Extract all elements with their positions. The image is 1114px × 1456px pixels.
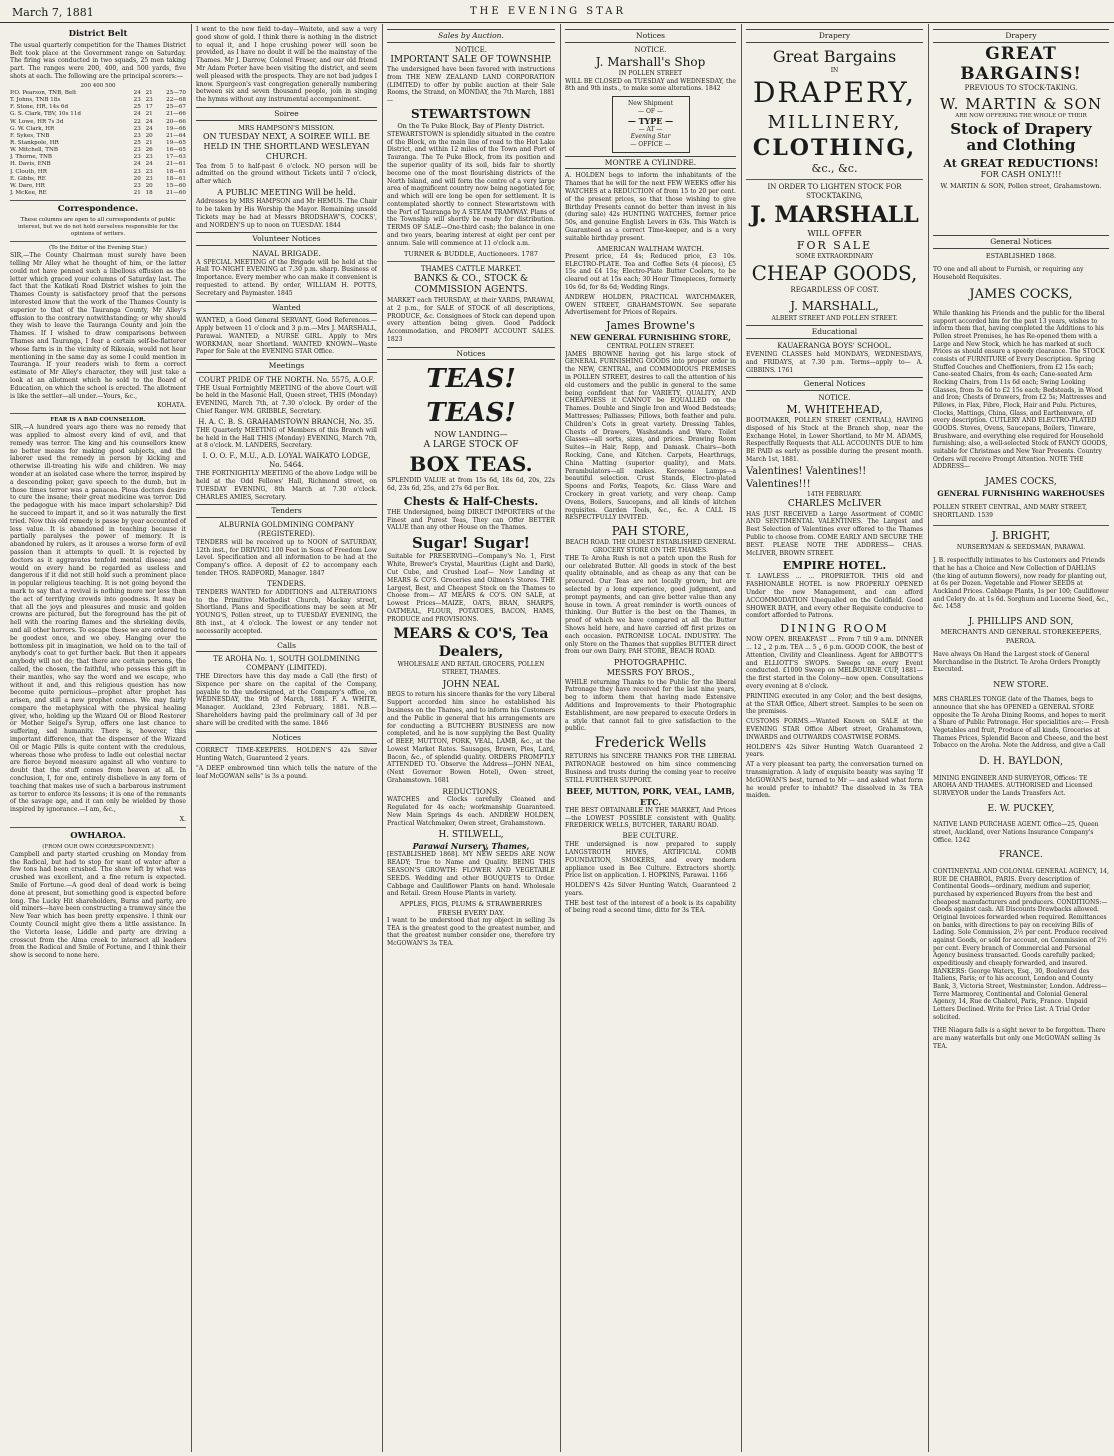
section-heading: OWHAROA. <box>70 830 126 841</box>
score-cell: 19—65 <box>166 139 186 146</box>
ad-text: Present price, £4 4s; Reduced price, £3 10s. ELECTRO-PLATE. Tea and Coffee Sets (4 pieces), £5 15s and £4 15s; Electro-Plate Butter Coolers, to be cleared out at 15s each; 30 Hour Timepieces, formerly 10s 6d, for 8s 6d; Wedding Rings. <box>565 252 736 292</box>
ad-headline: Great Bargains <box>772 46 897 66</box>
divider <box>746 179 923 180</box>
ad-text: THE Directors have this day made a Call (the first) of Sixpence per share on the capital of the Company, payable to the undersigned, at the Company's office, on WEDNESDAY, the 9th of March, 1881. F. A. WHITE, Manager. Auckland, 23rd February, 1881. N.B.—Shareholders having paid the preliminary call of 3d per share will be credited with the same. 1846 <box>196 673 377 727</box>
score-columns: 200 400 500 <box>80 82 116 89</box>
ad-heading: THAMES CATTLE MARKET. <box>420 264 522 273</box>
ad-heading: NEW GENERAL FURNISHING STORE, <box>570 333 731 343</box>
score-cell: 16—65 <box>166 147 186 154</box>
column-6-notices <box>933 232 1109 1450</box>
divider <box>10 241 186 242</box>
ad-heading: JOHN NEAL <box>442 679 500 690</box>
column-4 <box>565 26 736 1451</box>
ad-subheading: WHOLESALE AND RETAIL GROCERS, POLLEN STREET, THAMES. <box>397 661 545 677</box>
section-heading: Drapery <box>746 29 923 43</box>
score-cell: 23 <box>133 97 141 104</box>
ad-heading: PHOTOGRAPHIC. <box>614 658 687 668</box>
ad-text: THE Niagara falls is a sight never to be forgotten. There are many waterfalls but only one McGOWAN selling 3s TEA. <box>933 1027 1106 1050</box>
ad-headline: Sugar! Sugar! <box>411 534 531 553</box>
ad-subheading: ARE NOW OFFERING THE WHOLE OF THEIR <box>955 113 1087 119</box>
column-rule <box>382 24 383 1452</box>
ad-text: EVENING CLASSES held MONDAYS, WEDNESDAYS, and FRIDAYS, at 7.30 p.m. Terms—apply to— A. GIBBINS. 1761 <box>746 351 923 374</box>
ad-subheading: 14TH FEBRUARY. <box>807 491 862 499</box>
score-cell: 24 <box>145 118 153 125</box>
score-cell: 21 <box>145 139 153 146</box>
score-cell: 23 <box>133 168 141 175</box>
shooter-name: W. Lowe, HR 7s 3d <box>10 118 64 125</box>
score-cell: 22—68 <box>166 97 186 104</box>
ad-text: [ESTABLISHED 1868]. MY NEW SEEDS ARE NOW READY; True to Name and Quality. BEING THIS SEASON'S GROWTH: FLOWER AND VEGETABLE SEEDS. Wedding and other BOUQUETS to Order. Cabbage and Cauliflower Plants on hand. Wholesale and Retail. Green House Plants in variety. <box>387 851 555 898</box>
ad-heading: FRANCE. <box>999 850 1043 861</box>
column-rule <box>191 24 192 1452</box>
ad-text: Suitable for PRESERVING—Company's No. 1, First White, Brewer's Crystal, Mauritius (Light and Dark), Cut Cube, and Crushed Loaf— Now Landing at MEARS & CO'S. Groceries and Oilmen's Stores. THE Largest, Best, and Cheapest Stock on the Thames to Choose from— AT MEARS & CO'S. ON SALE, at Lowest Prices—MAIZE, OATS, BRAN, SHARPS, OATMEAL, FLOUR, POTATOES, BACON, HAMS, PRODUCE and PROVISIONS. <box>387 553 555 623</box>
score-cell: 18 <box>145 190 153 197</box>
ad-heading: FOR CASH ONLY!!! <box>980 169 1062 179</box>
score-cell: 20 <box>145 132 153 139</box>
score-cell: 21—60 <box>166 190 186 197</box>
ad-text: Tea from 5 to half-past 6 o'clock. NO person will be admitted on the ground without Tickets until 7 o'clock, after which <box>196 162 377 186</box>
score-cell: 23 <box>133 132 141 139</box>
ad-signature: TURNER & BUDDLE, Auctioneers. 1787 <box>404 249 538 258</box>
ad-heading: H. A. C. B. S. GRAHAMSTOWN BRANCH, No. 35. <box>198 417 375 426</box>
ad-heading: I. O. O. F., M.U., A.D. LOYAL WAIKATO LODGE, No. 5464. <box>202 452 371 470</box>
ad-text: TENDERS will be received up to NOON of SATURDAY, 12th inst., for DRIVING 100 Feet in Sons of Freedom Low Level. Specification and all information to be had at the Company's office. A deposit of £2 to accompany each tender. THOS. RADFORD, Manager. 1847 <box>196 538 377 577</box>
score-row <box>10 169 186 176</box>
ad-subheading: IN <box>830 67 839 75</box>
ad-headline: J. MARSHALL <box>750 201 919 228</box>
score-cell: 25 <box>133 104 141 111</box>
ad-headline: W. MARTIN & SON <box>939 95 1103 113</box>
letter-salutation: (To the Editor of the Evening Star.) <box>49 245 147 252</box>
ad-text: THE Usual Fortnightly MEETING of the above Court will be held in the Masonic Hall, Queen street, THIS (Monday) EVENING, March 7th, at 7.30 o'clock. By order of the Chief Ranger. WM. GRIBBLE, Secretary. <box>196 384 377 416</box>
ad-text: PRINTING executed in any Color, and the best designs, at the STAR Office, Albert street. Samples to be seen on the premises. <box>746 692 923 716</box>
score-cell: 21 <box>145 111 153 118</box>
ad-text: THE undersigned is now prepared to supply LANGSTROTH HIVES, ARTIFICIAL COMB FOUNDATION, SMOKERS, and every modern appliance used in Bee Culture. Extractors shortly. Price list on application. I. HOPKINS, Parawai. 1166 <box>565 841 736 880</box>
ad-text: WANTED, a Good General SERVANT, Good References.—Apply between 11 o'clock and 3 p.m.—Mrs J. MARSHALL, Parawai. WANTED, a NURSE GIRL. Apply to Mrs WORKMAN, near Shortland. WANTED KNOWN—Waste Paper for Sale at the EVENING STAR Office. <box>196 317 377 356</box>
score-row <box>10 154 186 161</box>
ad-text: MRS CHARLES TONGE (late of the Thames, begs to announce that she has OPENED a GENERAL STORE opposite the Te Aroha Dining Rooms, and hopes to merit a Share of Public Patronage. Her specialities are:— Fresh Vegetables and fruit, Produce of all kinds, Groceries at Thames Prices, Splendid Bacon and Cheese, and the best Tobacco on the Aroha. Note the Address, and give a Call <box>933 696 1109 750</box>
shooter-name: E. Gibbs, RE <box>10 175 46 182</box>
score-table <box>10 90 186 197</box>
ad-text: J. B. respectfully intimates to his Customers and Friends that he has a Choice and New Collection of DAHLIAS (the king of autumn flowers), now ready for planting out, at 6s per Dozen. Vegetable and Flower SEEDS at Auckland Prices. Cabbage Plants, 1s per 100; Cauliflower and Celery do. at 1s 6d. Sorghum and Lucerne Seed, &c., &c. 1458 <box>933 557 1109 611</box>
ad-text: NOW OPEN. BREAKFAST ... From 7 till 9 a.m. DINNER ... 12 „ 2 p.m. TEA ... 5 „ 6 p.m. GOOD COOK, the best of Attention, Civility and Cleanliness. Agent for ABBOTT'S and ELLIOTT'S SWOPS. Sweeps on every Event conducted. £1000 Sweep on MELBOURNE CUP, 1881—the first started in the Colony—now open. Consultations every evening at 8 o'clock. <box>746 636 923 691</box>
ad-heading: STEWARTSTOWN <box>411 107 531 122</box>
ad-headline: TEAS! <box>426 364 516 395</box>
ad-text: A. HOLDEN begs to inform the inhabitants of the Thames that he will for the next FEW WEEKS offer his WATCHES at a REDUCTION of from 15 to 20 per cent. of the present prices, so that those wishing to give Birthday Presents cannot do better than invest in his (during sale) 42s HUNTING WATCHES, former price 50s, and genuine English Levers in 63s. This Watch is Guaranteed as a correct Time-keeper, and is a very suitable birthday present. <box>565 172 736 242</box>
ad-text: BOOTMAKER, POLLEN STREET (CENTRAL), HAVING disposed of his Stock at the Branch shop, near the Exchange Hotel, in Lower Shortland, to Mr M. ADAMS, Respectfully Requests that ALL ACCOUNTS DUE to him BE PAID as early as possible during the present month. March 1st, 1881. <box>746 417 923 463</box>
section-heading: Soiree <box>196 107 377 121</box>
ad-heading: IMPORTANT SALE OF TOWNSHIP. <box>390 54 552 65</box>
score-cell: 24 <box>133 111 141 118</box>
column-5 <box>746 26 923 1451</box>
section-heading: Drapery <box>933 29 1109 43</box>
ad-text: THE FORTNIGHTLY MEETING of the above Lodge will be held at the Odd Fellows' Hall, Richmond street, on TUESDAY EVENING, 8th March at 7.30 o'clock. CHARLES AMIES, Secretary. <box>196 470 377 501</box>
shooter-name: G. W. Clark, HR <box>10 125 55 132</box>
column-3 <box>387 26 555 1451</box>
ad-text: THE BEST OBTAINABLE IN THE MARKET, And Prices—the LOWEST POSSIBLE consistent with Quality. FREDERICK WELLS, BUTCHER, TARARU ROAD. <box>565 806 736 830</box>
stamp-line: — OF — <box>638 107 663 115</box>
letter-text: SIR,—A hundred years ago there was no remedy that was applied to almost every kind of evil, and that remedy was terror. The king and his counsellors knew no better means for making good subjects, and the laborer used the remedy in person by kicking and otherwise ill-treating his wife and children. We may wonder at an isolated case where the terror, inspired by a descending poker, gave speech to the dumb, but in those times terror was a panacea. Pious doctors desire to cure the insane; their great medicine was terror. Did the pedagogue with his mace impart scholarship? Did he succeed to impart it, and so it was naturally the first tried. Now this old remedy is passe by year accounted of less value. It is abandoned in teaching because it partially paralyses the power of memory. It is abandoned by rulers, as it arouses a worse form of evil passion than it attempts to quell. It is rejected by doctors as it aggravates tenfold mental disease; and would on every hand be regarded as useless and dangerous if it did not still hold such a prominent place in popular religious teaching. It is not going beyond the mark to say that a revival is nothing more nor less than the act of terrifying crowds into goodness. It may be that all the joys and pleasures and music and golden crowns are pictured, but the foreground has the pit of hell with the roaring flames and the shrieking devils, and all other horrors. To escape these we are ordered to be goodest once, and we obey. Hanging over the bottomless pit in imagination, we hold on to the tail of anybody's coat to get further back. But then it appears anybody will not do; that there are certain persons, the called, the chosen, the faithful, who possess this gift in their mantles, who say the word and we escape, who without it and, and this religious question has now become quite pernicious—prophet after prophet has arisen, and still a new prophet comes. We may fairly compare the metaphysical with the physical healing giver, who, holding up the Wizard Oil or Blood Restorer or Mother Seigel's Syrup, offers one last chance to suffering, sad humanity. There is, however, this important difference, that the dispenser of the Wizard Oil or Magic Pills is quite content with the credulous, whereas those who profess to ladle out celestial nectar are fierce beyond measure against all who venture to doubt that the stuff comes from heaven at all. In conclusion, I, for one, entirely disbelieve in any form of teaching that makes use of such a barbarous instrument as terror to enforce its lessons; it is one of the remnants of the savage age, and it can only be wielded by those inspired by ignorance.—I am, &c., <box>10 424 186 814</box>
ad-heading: H. STILWELL, <box>438 829 504 840</box>
ad-subheading: IN POLLEN STREET <box>618 69 683 77</box>
ad-subheading: BEACH ROAD. THE OLDEST ESTABLISHED GENERAL GROCERY STORE ON THE THAMES. <box>565 539 736 555</box>
ad-heading: BEE CULTURE. <box>622 832 679 841</box>
editorial-note: These columns are open to all correspondents of public interest, but we do not hold ourselves responsible for the opinions of writers. <box>17 217 179 238</box>
ad-text: "A DEEP embrowned tinn which tells the nature of the leaf McGOWAN sells" is 3s a pound. <box>196 764 377 780</box>
score-row <box>10 97 186 104</box>
shooter-name: W. Dare, HR <box>10 182 45 189</box>
shooter-name: P.O. Pearson, TNB, Belt <box>10 89 77 96</box>
section-heading: Meetings <box>196 359 377 373</box>
section-heading: Calls <box>196 639 377 653</box>
ad-heading: A PUBLIC MEETING Will be held. <box>217 187 356 197</box>
ad-headline: J. Marshall's Shop <box>595 54 706 69</box>
score-row <box>10 190 186 197</box>
ad-text: NATIVE LAND PURCHASE AGENT. Office—25, Queen street, Auckland, over Nations Insurance Company's Office. 1242 <box>933 821 1099 844</box>
article-text: Campbell and party started crushing on Monday from the Radical, but had to stop for want of water after a few tons had been crushed. The show left by what was crushed was excellent, and a fine return is expected. Smile of Fortune.—A good deal of dead work is being done at present, but something good is expected before long. The Lucky Hit shareholders, Burns and party, are old miners—have been constructing a tramway since the New Year which has been pretty expensive. I think our County Council might give them a little assistance. In the Victoria lease, Liddle and party are driving a crosscut from the Alma creek to intersect all leaders from the Radical and Smile of Fortune, and I think their show is second to none here. <box>10 850 186 960</box>
score-row <box>10 119 186 126</box>
ad-headline: MILLINERY, <box>767 111 902 133</box>
ad-heading: KAUAERANGA BOYS' SCHOOL. <box>777 342 892 351</box>
score-cell: 23 <box>145 154 153 161</box>
ad-text: AT a very pleasant tea party, the conversation turned on transmigration. A lady of exquisite beauty was saying 'If McGOWAN'S best, turned to Mr — and asked what form he would prefer to inhabit? The dissolved in 3s TEA maiden. <box>746 761 923 800</box>
shooter-name: W. Mitchell, TNB <box>10 147 59 154</box>
ad-text: ANDREW HOLDEN, PRACTICAL WATCHMAKER, OWEN STREET, GRAHAMSTOWN. See separate Advertisement for Prices of Repairs. <box>565 293 736 317</box>
section-heading: Educational <box>746 325 923 339</box>
ad-headline: Frederick Wells <box>594 735 707 752</box>
ad-text: POLLEN STREET CENTRAL, AND MARY STREET, SHORTLAND. 1539 <box>933 504 1088 519</box>
column-1 <box>10 26 186 1451</box>
score-cell: 23 <box>133 154 141 161</box>
ad-headline: TEAS! <box>426 397 516 428</box>
score-cell: 21—66 <box>166 111 186 118</box>
score-cell: 21—64 <box>166 132 186 139</box>
score-cell: 25 <box>133 139 141 146</box>
shooter-name: F. Sykes, TNB <box>10 132 50 139</box>
ad-headline: PAH STORE, <box>611 524 690 539</box>
score-cell: 19—66 <box>166 125 186 132</box>
shooter-name: F. Stone, HR, 14s 6d <box>10 104 69 111</box>
ad-heading: NOTICE. <box>455 45 487 54</box>
score-row <box>10 183 186 190</box>
ad-text: Addresses by MRS HAMPSON and Mr HEMUS. The Chair to be taken by His Worship the Mayor. Remaining unsold Tickets may be had at Messrs BRODSHAW'S, COCKS', and NORDEN'S up to noon on TUESDAY. 1844 <box>196 198 377 229</box>
ad-heading: Parawai Nursery, Thames, <box>412 841 530 852</box>
ad-text: MINING ENGINEER AND SURVEYOR, Offices: TE AROHA AND THAMES. AUTHORISED and Licensed SURVEYOR under the Lands Transfers Act. <box>933 774 1093 798</box>
ad-text: WHILE returning Thanks to the Public for the liberal Patronage they have received for the last nine years, beg to inform them that having made Extensive Additions and Improvements to their Photographic Establishment, are now prepared to execute Orders in a style that cannot fail to give satisfaction to the public. <box>565 678 736 733</box>
shooter-name: H. Davis, ENB <box>10 161 51 168</box>
ad-heading: NOTICE. <box>818 393 851 402</box>
letter-heading: FEAR IS A BAD COUNSELLOR. <box>50 417 146 424</box>
score-cell: 25—67 <box>166 104 186 111</box>
score-cell: 24 <box>145 161 153 168</box>
score-cell: 21—61 <box>166 161 186 168</box>
ad-text: CONTINENTAL AND COLONIAL GENERAL AGENCY, 14, RUE DE CHABROL, PARIS. Every description of Continental Goods—ordinary, medium and superior, purchased by experienced Buyers from the best and cheapest manufacturers and producers. CONDITIONS:—Goods against cash. All Discounts Drawbacks allowed. Original Invoices forwarded when required. Remittances on banks, with directions to pay on receiving Bills of Lading. Sole Commission, 2½ per cent. Produce received against Goods, or sold for account, on Commission of 2½ per cent. Every branch of Commercial and Personal Agency business transacted. Goods carefully packed; expeditiously and cheaply forwarded, and insured. BANKERS: George Waters, Esq., 30, Boulevard des Italiens, Paris; or to his account, London and County Bank, 3, Victoria Street, Westminster, London. Address—Terre Marmorey, Continental and Colonial General Agency, 14, Rue de Chabrol, Paris, France. Unpaid Letters Declined. Write for Price List. A Trial Order solicited. <box>933 867 1109 1021</box>
ad-heading: NOW LANDING— <box>434 429 508 439</box>
ad-text: THE Quarterly MEETING of Members of this Branch will be held in the Hall THIS (Monday) EVENING, March 7th, at 8 o'clock. M. LANDERS, Secretary. <box>196 426 377 450</box>
column-rule <box>560 24 561 1452</box>
ad-heading: REDUCTIONS. <box>442 786 500 796</box>
section-heading: Notices <box>196 731 377 745</box>
ad-headline: James Browne's <box>606 319 695 333</box>
score-cell: 18—61 <box>166 175 186 182</box>
ad-subheading: APPLES, FIGS, PLUMS & STRAWBERRIES FRESH EVERY DAY. <box>399 900 543 917</box>
ad-subheading: PREVIOUS TO STOCK-TAKING. <box>964 84 1078 92</box>
issue-date: March 7, 1881 <box>12 6 94 19</box>
column-rule <box>741 24 742 1452</box>
score-row <box>10 176 186 183</box>
ad-heading: BEEF, MUTTON, PORK, VEAL, LAMB, ETC. <box>566 786 735 807</box>
score-cell: 17 <box>145 104 153 111</box>
score-row <box>10 140 186 147</box>
score-row <box>10 90 186 97</box>
section-heading: Wanted <box>196 301 377 315</box>
score-cell: 17—63 <box>166 154 186 161</box>
masthead <box>0 0 1114 23</box>
section-heading: General Notices <box>933 235 1109 249</box>
section-heading: Sales by Auction. <box>387 29 555 43</box>
score-row <box>10 147 186 154</box>
score-cell: 23 <box>133 147 141 154</box>
section-heading: Notices <box>387 347 555 361</box>
article-text: The usual quarterly competition for the Thames District Belt took place at the Government range on Saturday. The firing was conducted in two squads, 25 men taking part. The ranges were 200, 400, and 500 yards, five shots at each. The following are the principal scorers:— <box>10 41 186 81</box>
section-heading: Tenders <box>196 504 377 518</box>
letter-signature: X. <box>179 816 186 824</box>
ad-text: CORRECT TIME-KEEPERS. HOLDEN'S 42s Silver Hunting Watch, Guaranteed 2 years. <box>196 747 377 762</box>
ad-text: SPLENDID VALUE at from 15s 6d, 18s 6d, 20s, 22s 6d, 23s 6d, 25s, and 27s 6d per Box. <box>387 477 555 493</box>
score-cell: 24 <box>145 125 153 132</box>
score-cell: 25—70 <box>166 89 186 96</box>
ad-subheading: ESTABLISHED 1868. <box>985 251 1057 260</box>
ad-heading: E. W. PUCKEY, <box>987 803 1055 814</box>
score-cell: 24 <box>133 89 141 96</box>
ad-text: TO one and all about to Furnish, or requiring any Household Requisites. <box>933 265 1084 281</box>
score-row <box>10 133 186 140</box>
shooter-name: J. McKee, RE <box>10 190 47 197</box>
ad-text: HAS JUST RECEIVED a Large Assortment of COMIC AND SENTIMENTAL VALENTINES. The Largest and Best Selection of Valentines ever offered to the Thames Public to choose from. COME EARLY AND SECURE THE BEST. PLEASE NOTE THE ADDRESS— CHAS. McLIVER, BROWN STREET. <box>746 510 923 557</box>
letter-signature: KOHATA. <box>157 402 186 410</box>
section-heading: Notices <box>565 29 736 43</box>
ad-subheading: AMERICAN WALTHAM WATCH. <box>597 244 704 253</box>
ad-text: The undersigned have been favored with instructions from THE NEW ZEALAND LAND CORPORATION (LIMITED) to offer by public auction at their Sale Rooms, the Strand, on MONDAY, the 7th March, 1881— <box>387 66 555 105</box>
ad-subheading: IN ORDER TO LIGHTEN STOCK FOR STOCKTAKING, <box>767 182 902 200</box>
score-row <box>10 126 186 133</box>
score-row <box>10 161 186 168</box>
ad-heading: BANKS & CO., STOCK & COMMISSION AGENTS. <box>414 273 528 296</box>
divider <box>933 525 1109 526</box>
shooter-name: R. Stankpole, HR <box>10 139 59 146</box>
ad-headline: EMPIRE HOTEL. <box>782 559 887 573</box>
score-row <box>10 111 186 118</box>
score-cell: 20—66 <box>166 118 186 125</box>
score-cell: 20 <box>133 175 141 182</box>
newspaper-title: THE EVENING STAR <box>470 6 627 17</box>
score-cell: 26 <box>145 147 153 154</box>
ad-heading: At GREAT REDUCTIONS! <box>943 156 1099 170</box>
ad-text: JAMES BROWNE having got his large stock of GENERAL FURNISHING GOODS into proper order in the NEW, CENTRAL, and COMMODIOUS PREMISES in POLLEN STREET, desires to call the attention of his old customers and the public in general to the same being confident that for VARIETY, QUALITY, AND CHEAPNESS it CANNOT be EQUALLED on the Thames. Double and Single Iron and Wood Bedsteads; Mattresses; Palliasses; Pillows, both feather and pulu. Children's Cots in great variety. Dressing Tables, Chests of Drawers, Washstands and Ware. Toilet Glasses—all sorts, sizes, and prices. Drawing Room Suites—in Hair, Repp, and Damask. Chairs—both Rocking, Cane, and Kitchen. Carpets, Hearthrugs, China Matting (superior quality), and Mats. Perambulators—all makes. Kerosene Lamps—a beautiful selection. Crust Stands, Electro-plated Spoons and Forks, Teapots, &c. Glass Ware and Crockery in great variety, and very cheap. Camp Ovens, Boilers, Saucepans, and all kinds of kitchen requisites. Garden Tools, &c., &c. A CALL IS RESPECTFULLY INVITED. <box>565 350 736 522</box>
ad-text: THE Te Aroha Rush is not a patch upon the Rush for our celebrated Butter. All goods in stock of the best quality obtainable, and as cheap as any that can be procured. Our Teas are not locally grown, but are selected by a long experience, good judgment, and prompt payments, and can give better value than any house in town. A great reminder is worth ounces of thinking. Our Butter is the best on the Thames, in proof of which we have compared at all the Butter Shows held here, and have carried off first prizes on each occasion. PATRONISE LOCAL INDUSTRY. The only Store on the Thames that supplies BUTTER direct from our own Dairy. PAH STORE, BEACH ROAD. <box>565 554 736 656</box>
ad-heading: COURT PRIDE OF THE NORTH. No. 5575, A.O.F. <box>198 375 375 384</box>
score-cell: 20 <box>145 182 153 189</box>
stamp-line: New Shipment <box>627 100 674 108</box>
ad-headline: BOX TEAS. <box>409 451 533 476</box>
divider <box>10 827 186 828</box>
stamp-line: — OFFICE — <box>630 141 671 149</box>
ad-title: MRS HAMPSON'S MISSION. <box>238 123 335 132</box>
stamp-line: Evening Star <box>630 133 671 141</box>
score-cell: 22 <box>133 118 141 125</box>
ad-text: I want to be understood that my object in selling 3s TEA is the greatest good to the greatest number, and that the greatest number consider one, therefore try McGOWAN'S 3s TEA. <box>387 916 555 948</box>
ad-text: MARKET each THURSDAY, at their YARDS, PARAWAI, at 2 p.m., for SALE of STOCK of all descriptions, PRODUCE, &c. Consignees of Stock can depend upon every attention being given. Good Paddock Accommodation, and PROMPT ACCOUNT SALES. 1823 <box>387 296 555 343</box>
ad-text: WATCHES and Clocks carefully Cleaned and Regulated for 4s each; workmanship Guaranteed. New Main Springs 4s each. ANDREW HOLDEN, Practical Watchmaker, Owen street, Grahamstown. <box>387 796 555 827</box>
ad-headline: GREAT BARGAINS! <box>960 44 1082 84</box>
ad-text: THE best test of the interest of a book is its capability of being read a second time, ditto for 3s TEA. <box>565 899 736 915</box>
divider <box>10 200 186 201</box>
ad-heading: NAVAL BRIGADE. <box>252 248 321 258</box>
ad-heading: MESSRS FOY BROS., <box>606 668 695 678</box>
ad-headline: CHEAP GOODS, <box>751 260 918 285</box>
score-cell: 18—61 <box>166 168 186 175</box>
ad-text: While thanking his Friends and the public for the liberal support accorded him for the past 13 years, wishes to inform them that, having completed the Additions to his Pollen street Premises, he has Re-opened them with a Large and New Stock, which he has marked at such Prices as should ensure a speedy clearance. The STOCK consists of FURNITURE of Every Description. Spring Stuffed Couches and Cheffioniers, from £2 15s each; Cane-seated Chairs, from 4s each; Cane-seated Arm Rocking Chairs, from 11s 6d each; Swing Looking Glasses, from 3s 6d to £2 15s each; Bedsteads, in Wood and Iron; Chests of Drawers, from £2 5s; Mattresses and Pillows, in Flax, Fibre, Flock, Hair and Pulu. Pictures, Clocks, Mattings, China, Glass, and Earthenware, of every description. CUTLERY AND ELECTRO-PLATED GOODS. Stoves, Ovens, Saucepans, Boilers, Tinware, Brushware, and everything else required for Household furnishing; also, a well-selected Stock of FANCY GOODS, suitable for Christmas and New Year Presents. Country Orders will receive Prompt Attention. NOTE THE ADDRESS— <box>933 309 1108 471</box>
ad-heading: J. MARSHALL, <box>790 299 879 314</box>
ad-heading: JAMES COCKS, <box>985 476 1057 487</box>
stamp-line: — AT — <box>638 125 663 133</box>
score-row <box>10 104 186 111</box>
section-heading: District Belt <box>68 29 128 39</box>
ad-heading: A LARGE STOCK OF <box>423 440 519 451</box>
ad-headline: M. WHITEHEAD, <box>786 402 883 416</box>
ad-headline: DRAPERY, <box>752 75 917 109</box>
ad-text: WILL BE CLOSED on TUESDAY and WEDNESDAY, the 8th and 9th insts., to make some alterations. 1842 <box>565 77 736 93</box>
ad-heading: NOTICE. <box>634 45 667 54</box>
ad-headline: Valentines! Valentines!! Valentines!!! <box>746 465 867 490</box>
ad-heading: ALBURNIA GOLDMINING COMPANY (REGISTERED). <box>219 520 354 538</box>
ad-subheading: &c., &c. <box>811 161 858 175</box>
score-cell: 23 <box>145 175 153 182</box>
ad-heading: NEW STORE. <box>993 680 1049 690</box>
section-heading: General Notices <box>746 377 923 391</box>
ad-heading: Chests & Half-Chests. <box>403 494 539 508</box>
ad-heading: GENERAL FURNISHING WAREHOUSES <box>937 488 1105 498</box>
divider <box>10 413 186 414</box>
ad-headline: MEARS & CO'S, Tea Dealers, <box>393 625 549 660</box>
ad-subheading: REGARDLESS OF COST. <box>790 286 879 295</box>
ad-heading: J. PHILLIPS AND SON, <box>968 616 1074 627</box>
ad-headline: CLOTHING, <box>752 134 917 161</box>
ad-heading: D. H. BAYLDON, <box>978 755 1063 767</box>
ad-subheading: CENTRAL POLLEN STREET. <box>606 342 695 350</box>
column-rule <box>928 24 929 1452</box>
ad-heading: FOR SALE <box>796 239 873 253</box>
shooter-name: T. Johns, TNB 18s <box>10 97 61 104</box>
score-cell: 23 <box>133 125 141 132</box>
ad-text: A SPECIAL MEETING of the Brigade will be held at the Hall TO-NIGHT EVENING at 7.30 p.m. sharp. Business of Importance. Every member who can make it convenient is requested to attend. By order, WILLIAM H. POTTS, Secretary and Paymaster. 1845 <box>196 258 377 297</box>
ad-text: RETURNS his SINCERE THANKS FOR THE LIBERAL PATRONAGE bestowed on him since commencing Business and trusts during the coming year to receive STILL FURTHER SUPPORT. <box>565 753 736 784</box>
ad-text: STEWARTSTOWN is splendidly situated in the centre of the Block, on the main line of road to the Hot Lake District, and within 12 miles of the Town and Port of Tauranga. The Te Puke Block, from its position and the superior quality of its soil, bids fair to shortly become one of the most flourishing districts of the North Island, and will form the centre of a very large area of magnificent country now being negotiated for, and which will ere long be open for settlement. It is contemplated shortly to connect Stewartstown with the Port of Tauranga by A STEAM TRAMWAY. Plans of the Township will shortly be ready for distribution. TERMS OF SALE—One-third cash; the balance in one and two years, bearing interest at eight per cent per annum. Sale will commence at 11 o'clock a.m. <box>387 130 555 247</box>
ad-headline: J. BRIGHT, <box>991 529 1051 543</box>
type-stamp <box>612 96 690 153</box>
score-cell: 21 <box>133 190 141 197</box>
score-cell: 15—60 <box>166 182 186 189</box>
score-cell: 24 <box>133 161 141 168</box>
ad-text: HOLDEN'S 42s Silver Hunting Watch, Guaranteed 2 years. <box>565 882 736 897</box>
column-2 <box>196 26 377 1451</box>
section-heading: Correspondence. <box>57 204 139 215</box>
ad-subheading: ALBERT STREET AND POLLEN STREET. <box>771 314 898 322</box>
section-heading: Volunteer Notices <box>196 232 377 246</box>
ad-subheading: SOME EXTRAORDINARY <box>795 253 874 261</box>
ad-text: HOLDEN'S 42s Silver Hunting Watch Guaranteed 2 years. <box>746 743 923 759</box>
article-text: I went to the new field to-day—Waitete, and saw a very good show of gold. I think there is nothing in the district to equal it, and I hope crushing power will soon be provided, as I have no doubt it will be the mainstay of the Thames. Mr J. Darrow, Colonel Fraser, and our old friend Mr Adam Porter have been visiting the district, and seem well pleased with the prospects. They are not bad judges I know. Spurgeon's vast congregation generally numbering between six and seven thousand people, join in singing the hymns without any instrumental accompaniment. <box>196 26 377 104</box>
divider <box>387 261 555 262</box>
ad-text: THE Undersigned, being DIRECT IMPORTERS of the Finest and Purest Teas, They can Offer BETTER VALUE than any other House on the Thames. <box>387 508 555 532</box>
ad-text: CUSTOMS FORMS.—Wanted Known on SALE at the EVENING STAR Office Albert street, Grahamstown, INWARDS and OUTWARDS COASTWISE FORMS. <box>746 718 923 741</box>
ad-text: BEGS to return his sincere thanks for the very Liberal Support accorded him since he established his business on the Thames, and to inform his Customers and the Public in general that his arrangements are for conducting a BUTCHERY BUSINESS are now completed, and he is now supplying the Best Quality of BEEF, MUTTON, PORK, VEAL, LAMB, &c., at the Lowest Market Rates. Sausages, Brawn, Pies, Lard, Bacon, &c., of splendid quality. ORDERS PROMPTLY ATTENDED TO. Observe the Address—JOHN NEAL, (Next Governor Bowen Hotel), Owen street, Grahamstown. 1681 <box>387 691 555 785</box>
ad-headline: Stock of Drapery and Clothing <box>950 120 1092 154</box>
ad-subheading: On the Te Puke Block, Bay of Plenty District. <box>397 122 545 131</box>
ad-headline: JAMES COCKS, <box>969 287 1073 303</box>
stamp-line: — TYPE — <box>627 115 674 126</box>
shooter-name: G. S. Clark, TBV, 10s 11d <box>10 111 81 118</box>
letter-text: SIR,—The County Chairman must surely have been telling Mr Alley what he thought of him, or the latter could not have penned such a libellous effusion as the letter which graced your columns of Saturday last. The fact that the Katikati Road District wishes to join the Thames County is satisfactory proof that the persons interested know that the work of the Thames County is superior to that of the Tauranga County, Mr Alley's effusion to the contrary notwithstanding; or why should they wish to leave the Tauranga County and join the Thames. If I wished to draw comparisons between Thames and Tauranga, I fear a certain self-be-flatterer whose farm is in the vicinity of Rikoaia, would not hear mentioning in the same day as some I could mention in Tauranga. If your readers wish to form a correct estimate of Mr Alley's character, they will just take a look at an allotment which he sold to the Board of Education, on which the school is erected. The allotment is like the settler—all under.—Yours, &c., <box>10 252 186 400</box>
score-cell: 23 <box>133 182 141 189</box>
ad-text: Have always On Hand the Largest stock of General Merchandise in the District. Te Aroha Orders Promptly Executed. <box>933 651 1101 674</box>
ad-subheading: W. MARTIN & SON, Pollen street, Grahamstown. <box>940 181 1102 190</box>
score-cell: 21 <box>145 89 153 96</box>
shooter-name: J. Clouth, HR <box>10 168 47 175</box>
shooter-name: J. Thorne, TNB <box>10 154 52 161</box>
ad-heading: TENDERS. <box>267 579 306 588</box>
ad-heading: MONTRE A CYLINDRE. <box>565 156 736 170</box>
ad-heading: DINING ROOM <box>780 622 889 636</box>
ad-subheading: NURSERYMAN & SEEDSMAN, PARAWAI. <box>956 543 1086 551</box>
ad-text: TENDERS WANTED for ADDITIONS and ALTERATIONS to the Primitive Methodist Church, Mackay street, Shortland. Plans and Specifications may be seen at Mr YOUNG'S, Pollen street, up to TUESDAY EVENING, the 8th inst., at 4 o'clock. The lowest or any tender not necessarily accepted. <box>196 588 377 635</box>
ad-heading: CHARLES McLIVER <box>787 499 882 510</box>
score-cell: 23 <box>145 97 153 104</box>
ad-subheading: WILL OFFER <box>807 228 862 238</box>
ad-text: T. LAWLESS ... ... PROPRIETOR. THIS old and FASHIONABLE HOTEL is now PROPERLY OPENED Under the new Management, and can afford ACCOMMODATION Unequalled on the Goldfield. Good SHOWER BATH, and every other Requisite conducive to comfort afforded to Patrons. <box>746 573 923 620</box>
ad-heading: ON TUESDAY NEXT, A SOIREE WILL BE HELD IN THE SHORTLAND WESLEYAN CHURCH. <box>202 131 370 162</box>
byline: (FROM OUR OWN CORRESPONDENT.) <box>42 843 154 850</box>
ad-heading: TE AROHA No. 1, SOUTH GOLDMINING COMPANY (LIMITED). <box>213 655 360 673</box>
ad-subheading: MERCHANTS AND GENERAL STOREKEEPERS, PAEROA. <box>940 628 1102 645</box>
score-cell: 23 <box>145 168 153 175</box>
